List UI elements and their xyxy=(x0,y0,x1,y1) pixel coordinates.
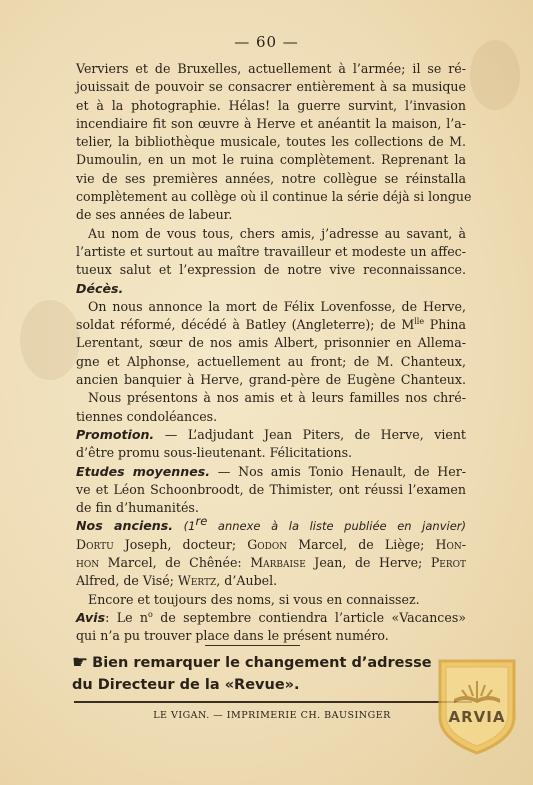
text-line xyxy=(76,426,466,444)
text-line: Lerentant, sœur de nos amis Albert, prisonnier en Allema- xyxy=(76,335,466,351)
notice-line xyxy=(72,652,472,674)
divider xyxy=(74,701,472,703)
paper-stain xyxy=(20,300,80,380)
text-span: : Le n xyxy=(105,609,149,625)
section-heading-deces: Décès. xyxy=(76,280,124,296)
superscript: re xyxy=(195,514,208,529)
shield-icon xyxy=(432,655,522,755)
text-line: ve et Léon Schoonbroodt, de Thimister, ont réussi l’examen xyxy=(76,481,466,497)
address-change-notice xyxy=(72,652,472,696)
text-line xyxy=(76,572,466,590)
text-line: tueux salut et l’expression de notre vive reconnaissance. xyxy=(76,262,466,278)
text-line: et à la photographie. Hélas! la guerre survint, l’invasion xyxy=(76,97,466,113)
text-line xyxy=(76,609,466,627)
notice-text: Bien remarquer le changement d’adresse xyxy=(92,655,432,671)
text-line xyxy=(76,463,466,481)
section-heading-anciens: Nos anciens. xyxy=(76,518,174,534)
text-line xyxy=(76,514,466,535)
page-number: — 60 — xyxy=(234,33,299,51)
text-line: Encore et toujours des noms, si vous en connaissez. xyxy=(88,591,420,607)
text-span: — Nos amis Tonio Henault, de Her- xyxy=(210,463,466,479)
text-line: Au nom de vous tous, chers amis, j’adresse au savant, à xyxy=(88,225,466,241)
watermark-label: ARVIA xyxy=(448,708,506,726)
text-span: , d’Aubel. xyxy=(216,573,278,589)
text-line: de ses années de labeur. xyxy=(76,207,233,223)
superscript: o xyxy=(148,609,153,619)
section-heading-avis: Avis xyxy=(76,609,106,625)
name-span: Wertz xyxy=(177,573,217,589)
text-span: annexe à la liste publiée en janvier) xyxy=(207,519,466,534)
text-line: tiennes condoléances. xyxy=(76,408,218,424)
printer-imprint: LE VIGAN. — IMPRIMERIE CH. BAUSINGER xyxy=(153,710,391,721)
text-span: Marcel, de Chênée: xyxy=(99,555,251,571)
section-heading-etudes: Etudes moyennes. xyxy=(76,463,211,479)
text-line: On nous annonce la mort de Félix Lovenfosse, de Herve, xyxy=(88,298,466,314)
text-line: vie de ses premières années, notre collègue se réinstalla xyxy=(76,170,466,186)
text-line: qui n’a pu trouver place dans le présent numéro. xyxy=(76,628,389,644)
text-span: Joseph, docteur; xyxy=(113,536,248,552)
name-span: Godon xyxy=(247,536,288,552)
divider xyxy=(205,645,300,646)
text-line: Verviers et de Bruxelles, actuellement à l’armée; il se ré- xyxy=(76,61,466,76)
text-span: Marcel, de Liège; xyxy=(287,536,436,552)
article-body xyxy=(76,60,472,646)
text-line: ancien banquier à Herve, grand-père de Eugène Chanteux. xyxy=(76,372,466,388)
text-line: complètement au collège où il continue la série déjà si longue xyxy=(76,189,472,205)
text-span: Alfred, de Visé; xyxy=(76,573,178,589)
pointing-hand-icon: ☛ xyxy=(72,652,89,673)
name-span: Dortu xyxy=(76,536,114,552)
text-line xyxy=(76,536,466,554)
name-span: Hon- xyxy=(435,536,466,552)
text-span: Jean, de Herve; xyxy=(305,555,431,571)
text-line: gne et Alphonse, actuellement au front; de M. Chanteux, xyxy=(76,353,466,369)
text-line: de fin d’humanités. xyxy=(76,500,199,516)
text-line: l’artiste et surtout au maître travailleur et modeste un affec- xyxy=(76,243,466,259)
text-line xyxy=(76,554,466,572)
text-span: (1 xyxy=(173,519,196,534)
superscript: lle xyxy=(414,316,425,326)
name-span: Perot xyxy=(430,555,467,571)
text-line: Dumoulin, en un mot le ruina complètement. Reprenant la xyxy=(76,152,466,168)
notice-text: du Directeur de la «Revue». xyxy=(72,677,300,693)
text-line: jouissait de pouvoir se consacrer entièrement à sa musique xyxy=(76,79,466,95)
name-span: hon xyxy=(76,555,100,571)
text-span: de septembre contiendra l’article «Vacances» xyxy=(152,609,466,625)
watermark-logo xyxy=(432,655,522,755)
section-heading-promotion: Promotion. xyxy=(76,426,155,442)
text-line: incendiaire fit son œuvre à Herve et anéantit la maison, l’a- xyxy=(76,115,466,131)
text-span: — L’adjudant Jean Piters, de Herve, vient xyxy=(154,426,466,442)
text-span: Phina xyxy=(424,317,466,333)
text-line: d’être promu sous-lieutenant. Félicitations. xyxy=(76,445,353,461)
text-line: telier, la bibliothèque musicale, toutes les collections de M. xyxy=(76,134,466,150)
text-line xyxy=(76,316,466,334)
name-span: Marbaise xyxy=(250,555,306,571)
text-line: Nous présentons à nos amis et à leurs familles nos chré- xyxy=(88,390,466,406)
text-span: soldat réformé, décédé à Batley (Angleterre); de M xyxy=(76,317,415,333)
